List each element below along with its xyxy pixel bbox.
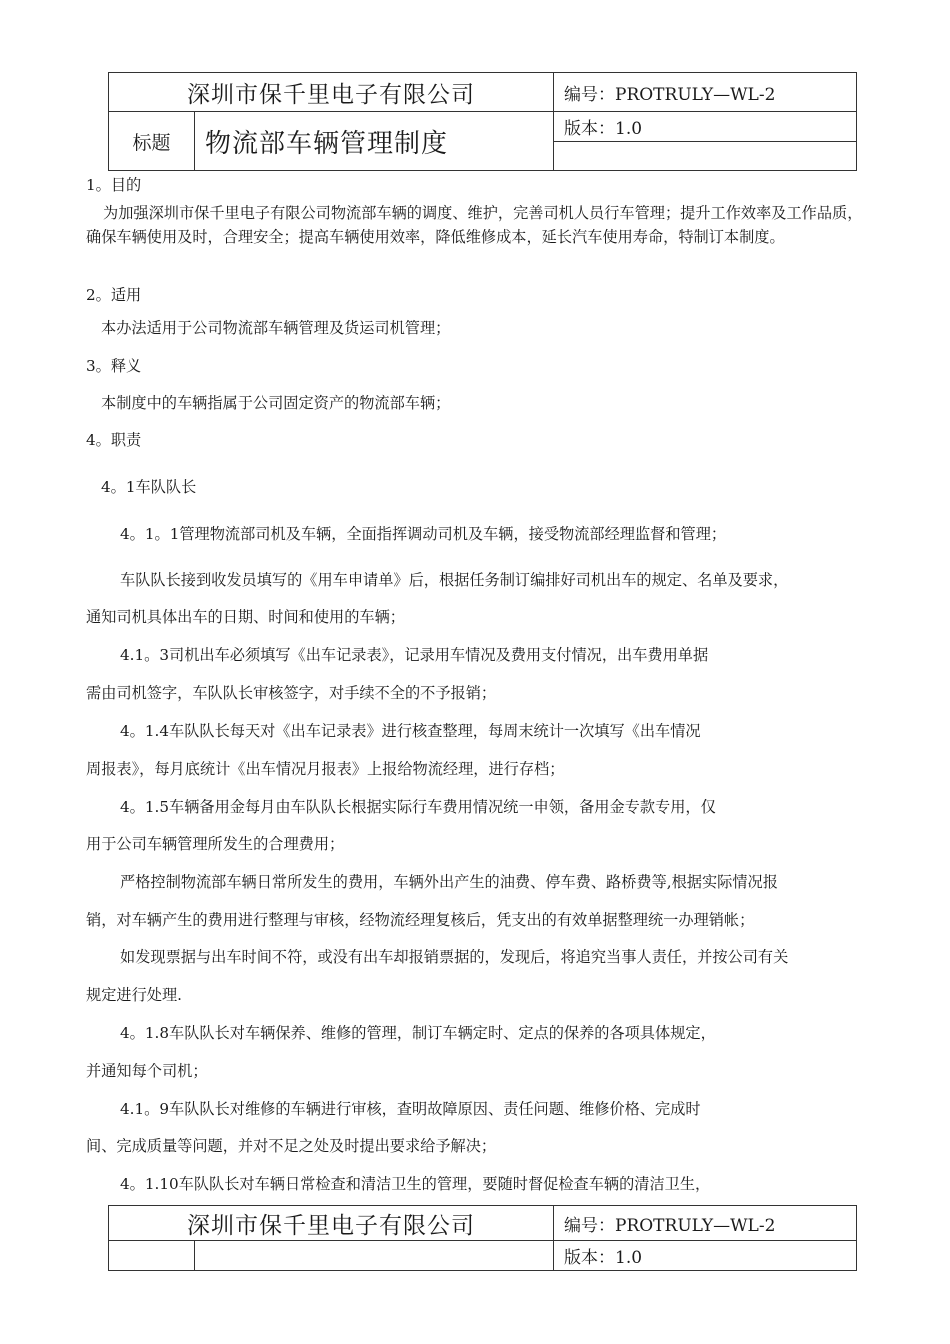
document-number: 编号：PROTRULY—WL-2: [554, 73, 857, 112]
page-footer-header: [108, 1205, 857, 1271]
clause-line: 4。1.10车队队长对车辆日常检查和清洁卫生的管理，要随时督促检查车辆的清洁卫生，: [120, 1175, 711, 1193]
clause-line: 4。1.5车辆备用金每月由车队队长根据实际行车费用情况统一申领，备用金专款专用，仅: [120, 798, 716, 816]
clause-line: 如发现票据与出车时间不符，或没有出车却报销票据的，发现后，将追究当事人责任，并按公司有关: [120, 948, 789, 966]
clause-line: 4。1.8车队队长对车辆保养、维修的管理，制订车辆定时、定点的保养的各项具体规定，: [120, 1024, 716, 1042]
clause-line: 4.1。9车队队长对维修的车辆进行审核，查明故障原因、责任问题、维修价格、完成时: [120, 1100, 701, 1118]
clause-line: 4。1.4车队队长每天对《出车记录表》进行核查整理，每周末统计一次填写《出车情况: [120, 722, 701, 740]
document-version: 版本：1.0: [554, 1241, 857, 1271]
clause-line: 用于公司车辆管理所发生的合理费用；: [86, 835, 345, 853]
empty-cell: [554, 142, 857, 171]
document-number: 编号：PROTRULY—WL-2: [554, 1206, 857, 1241]
body-paragraph: 本制度中的车辆指属于公司固定资产的物流部车辆；: [101, 394, 451, 412]
clause-line: 严格控制物流部车辆日常所发生的费用，车辆外出产生的油费、停车费、路桥费等,根据实际情况报: [120, 873, 778, 891]
section-heading: 4。职责: [86, 431, 142, 449]
section-heading: 3。释义: [86, 357, 142, 375]
company-name: 深圳市保千里电子有限公司: [109, 1206, 554, 1241]
clause-line: 并通知每个司机；: [86, 1062, 208, 1080]
empty-cell: [109, 1241, 195, 1271]
body-paragraph: 本办法适用于公司物流部车辆管理及货运司机管理；: [101, 319, 451, 337]
document-title: 物流部车辆管理制度: [195, 112, 554, 171]
section-heading: 2。适用: [86, 286, 142, 304]
title-label: 标题: [109, 112, 195, 171]
document-header: [108, 72, 857, 171]
empty-cell: [195, 1241, 554, 1271]
clause-line: 间、完成质量等问题，并对不足之处及时提出要求给予解决；: [86, 1137, 497, 1155]
subsection-heading: 4。1车队队长: [101, 478, 197, 496]
clause-line: 周报表》，每月底统计《出车情况月报表》上报给物流经理，进行存档；: [86, 760, 565, 778]
body-paragraph: 为加强深圳市保千里电子有限公司物流部车辆的调度、维护，完善司机人员行车管理；提升工作效率及工作品质，确保车辆使用及时，合理安全；提高车辆使用效率，降低维修成本，延长汽车使用寿命，特制订本制度。: [86, 204, 863, 246]
clause-line: 需由司机签字，车队队长审核签字，对手续不全的不予报销；: [86, 684, 497, 702]
clause-line: 通知司机具体出车的日期、时间和使用的车辆；: [86, 608, 405, 626]
document-version: 版本：1.0: [554, 112, 857, 142]
clause-line: 规定进行处理.: [86, 986, 182, 1004]
clause-line: 销，对车辆产生的费用进行整理与审核，经物流经理复核后，凭支出的有效单据整理统一办理销帐；: [86, 911, 755, 929]
company-name: 深圳市保千里电子有限公司: [109, 73, 554, 112]
clause-line: 车队队长接到收发员填写的《用车申请单》后，根据任务制订编排好司机出车的规定、名单及要求，: [120, 571, 789, 589]
clause-line: 4.1。3司机出车必须填写《出车记录表》，记录用车情况及费用支付情况，出车费用单据: [120, 646, 709, 664]
clause-line: 4。1。1管理物流部司机及车辆，全面指挥调动司机及车辆，接受物流部经理监督和管理；: [120, 525, 727, 543]
section-heading: 1。目的: [86, 176, 142, 194]
